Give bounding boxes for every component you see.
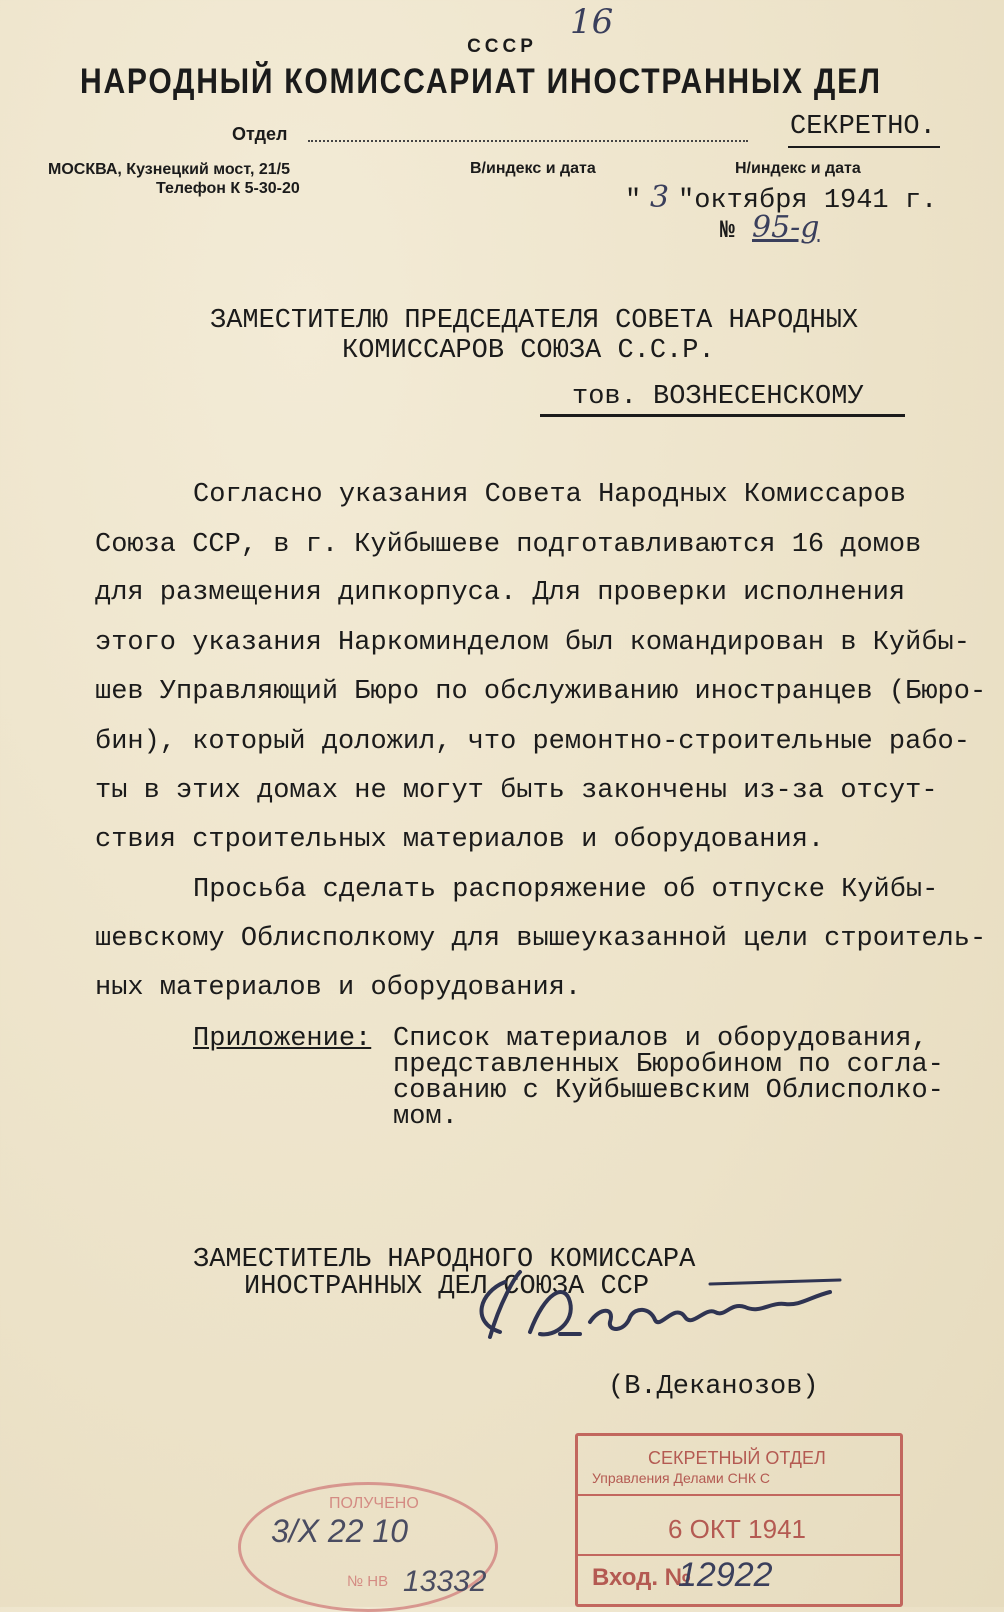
header-address: МОСКВА, Кузнецкий мост, 21/5 [48,161,290,178]
body-line: бин), который доложил, что ремонтно-строительные рабо- [95,727,970,757]
header-phone: Телефон К 5-30-20 [156,180,300,197]
document-number-label: № [720,216,736,245]
attachment-line: сованию с Куйбышевским Облисполко- [393,1076,944,1106]
received-stamp-oval [238,1482,498,1612]
addressee-line-2: КОМИССАРОВ СОЮЗА С.С.Р. [342,336,715,366]
stamp-divider [578,1494,900,1496]
attachment-line: мом. [393,1102,458,1132]
header-country: СССР [467,36,537,57]
stamp-right-date: 6 ОКТ 1941 [668,1514,806,1544]
signatory-title-line-2: ИНОСТРАННЫХ ДЕЛ СОЮЗА ССР [244,1272,650,1302]
body-line: этого указания Наркоминделом был командирован в Куйбы- [95,628,970,658]
stamp-left-handwritten-number: 13332 [403,1565,487,1598]
stamp-left-handwritten-date: 3/X 22 10 [271,1513,408,1549]
body-line: Согласно указания Совета Народных Комиссаров [193,480,906,510]
department-field-line [308,140,748,142]
stamp-left-line-2: № НВ [347,1573,389,1590]
stamp-right-subtitle: Управления Делами СНК С [592,1470,770,1486]
body-line: ствия строительных материалов и оборудования. [95,825,825,855]
department-label: Отдел [232,124,288,144]
outgoing-index-label: Н/индекс и дата [735,160,861,177]
body-line: шевскому Облисполкому для вышеуказанной цели строитель- [95,924,987,954]
body-line: Просьба сделать распоряжение об отпуске Куйбы- [193,875,939,905]
folio-number: 16 [570,2,614,42]
addressee-name: тов. ВОЗНЕСЕНСКОМУ [572,382,864,412]
addressee-line-1: ЗАМЕСТИТЕЛЮ ПРЕДСЕДАТЕЛЯ СОВЕТА НАРОДНЫХ [210,306,859,336]
attachment-line: Список материалов и оборудования, [393,1024,928,1054]
header-ministry: НАРОДНЫЙ КОМИССАРИАТ ИНОСТРАННЫХ ДЕЛ [80,62,882,101]
body-line: для размещения дипкорпуса. Для проверки исполнения [95,578,906,608]
handwritten-signature [460,1262,880,1362]
stamp-left-line-1: ПОЛУЧЕНО [329,1495,419,1512]
incoming-index-label: В/индекс и дата [470,160,596,177]
signatory-title-line-1: ЗАМЕСТИТЕЛЬ НАРОДНОГО КОМИССАРА [193,1245,696,1275]
attachment-label: Приложение: [193,1024,372,1054]
document-number: 95-g [752,210,820,245]
addressee-underline [540,414,905,417]
body-line: шев Управляющий Бюро по обслуживанию иностранцев (Бюро- [95,677,987,707]
body-line: Союза ССР, в г. Куйбышеве подготавливаются 16 домов [95,530,922,560]
classification-underline [788,146,940,148]
date-day: 3 [650,180,670,215]
date-open-quote: " [625,186,642,216]
attachment-line: представленных Бюробином по согла- [393,1050,944,1080]
stamp-right-entry-number: 12922 [678,1556,773,1594]
secret-department-stamp [575,1433,903,1607]
body-line: ных материалов и оборудования. [95,973,582,1003]
classification-mark: СЕКРЕТНО. [790,112,936,142]
stamp-right-entry-label: Вход. № [592,1564,692,1591]
body-line: ты в этих домах не могут быть закончены из-за отсут- [95,776,938,806]
date-month-year: "октября 1941 г. [678,186,938,216]
stamp-right-title: СЕКРЕТНЫЙ ОТДЕЛ [648,1448,826,1468]
signatory-name: (В.Деканозов) [608,1372,819,1402]
